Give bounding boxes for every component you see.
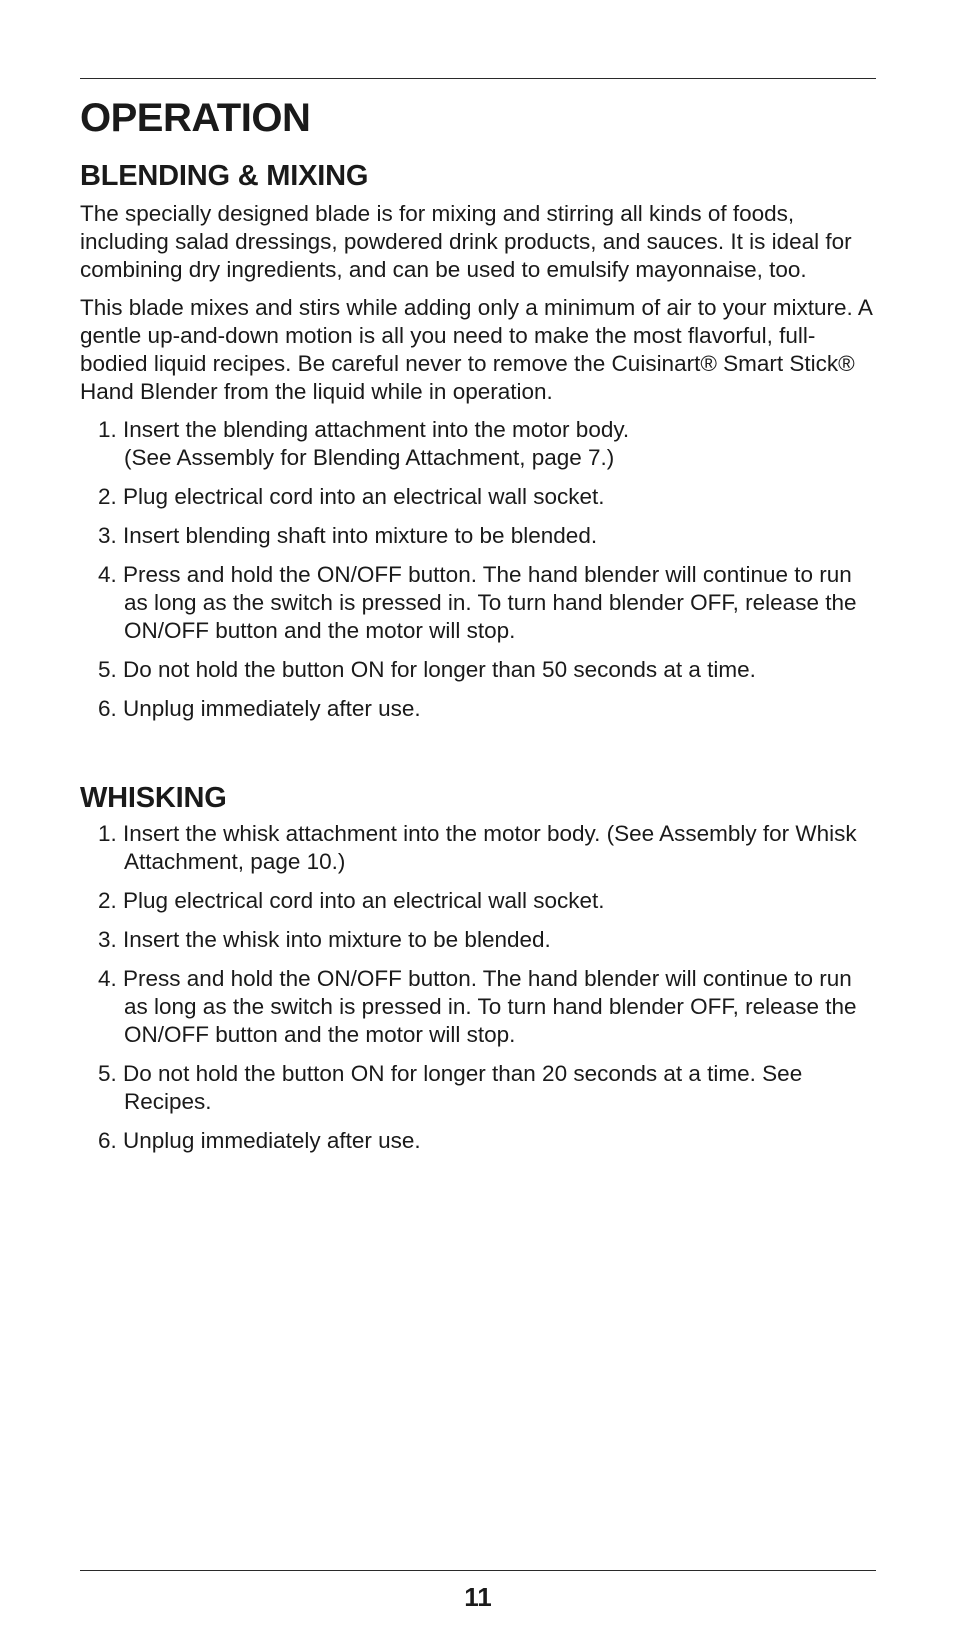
- blending-step-6: 6. Unplug immediately after use.: [98, 696, 421, 721]
- manual-page: [80, 0, 876, 1643]
- blending-paragraph-2: This blade mixes and stirs while adding only a minimum of air to your mixture. A gentle up-and-down motion is all you need to make the most flavorful, full-bodied liquid recipes. Be careful never to remove the Cuisinart® Smart Stick® Hand Blender from the liquid while in operation.: [80, 295, 872, 404]
- whisking-step-2: 2. Plug electrical cord into an electrical wall socket.: [98, 888, 605, 913]
- bottom-rule: [80, 1570, 876, 1571]
- blending-step-3-text: Insert blending shaft into mixture to be blended.: [123, 523, 598, 548]
- blending-step-2: 2. Plug electrical cord into an electrical wall socket.: [98, 484, 605, 509]
- whisking-step-6-text: Unplug immediately after use.: [123, 1128, 421, 1153]
- whisking-step-3-text: Insert the whisk into mixture to be blended.: [123, 927, 551, 952]
- whisking-step-1: 1. Insert the whisk attachment into the motor body. (See Assembly for Whisk Attachment, page 10.): [98, 821, 857, 874]
- whisking-step-6: 6. Unplug immediately after use.: [98, 1128, 421, 1153]
- whisking-heading: WHISKING: [80, 782, 227, 814]
- whisking-step-3: 3. Insert the whisk into mixture to be blended.: [98, 927, 551, 952]
- whisking-steps: [80, 820, 876, 1155]
- blending-steps: [80, 416, 876, 723]
- blending-step-5: 5. Do not hold the button ON for longer than 50 seconds at a time.: [98, 657, 756, 682]
- blending-paragraph-1: The specially designed blade is for mixing and stirring all kinds of foods, including salad dressings, powdered drink products, and sauces. It is ideal for combining dry ingredients, and can be used to emulsify mayonnaise, too.: [80, 201, 852, 282]
- blending-step-1: 1. Insert the blending attachment into the motor body. (See Assembly for Blending Attachment, page 7.): [98, 417, 630, 470]
- blending-heading: BLENDING & MIXING: [80, 160, 369, 192]
- blending-step-4: 4. Press and hold the ON/OFF button. The hand blender will continue to run as long as the switch is pressed in. To turn hand blender OFF, release the ON/OFF button and the motor will stop.: [98, 562, 857, 643]
- blending-step-3: 3. Insert blending shaft into mixture to be blended.: [98, 523, 598, 548]
- page-title: OPERATION: [80, 96, 311, 140]
- whisking-step-2-text: Plug electrical cord into an electrical wall socket.: [123, 888, 605, 913]
- whisking-step-4-text: Press and hold the ON/OFF button. The hand blender will continue to run as long as the switch is pressed in. To turn hand blender OFF, release the ON/OFF button and the motor will stop.: [123, 966, 857, 1047]
- whisking-step-5-text: Do not hold the button ON for longer than 20 seconds at a time. See Recipes.: [123, 1061, 803, 1114]
- blending-step-1-text2: (See Assembly for Blending Attachment, page 7.): [124, 445, 615, 470]
- whisking-step-5: 5. Do not hold the button ON for longer than 20 seconds at a time. See Recipes.: [98, 1061, 803, 1114]
- page-number: 11: [464, 1582, 492, 1612]
- whisking-section: [80, 780, 876, 1166]
- blending-step-5-text: Do not hold the button ON for longer than 50 seconds at a time.: [123, 657, 756, 682]
- blending-step-1-text: Insert the blending attachment into the motor body.: [123, 417, 630, 442]
- blending-step-6-text: Unplug immediately after use.: [123, 696, 421, 721]
- whisking-step-1-text: Insert the whisk attachment into the motor body. (See Assembly for Whisk Attachment, page 10.): [123, 821, 857, 874]
- top-rule: [80, 78, 876, 79]
- blending-step-2-text: Plug electrical cord into an electrical wall socket.: [123, 484, 605, 509]
- blending-section: [80, 158, 876, 734]
- blending-step-4-text: Press and hold the ON/OFF button. The hand blender will continue to run as long as the switch is pressed in. To turn hand blender OFF, release the ON/OFF button and the motor will stop.: [123, 562, 857, 643]
- whisking-step-4: 4. Press and hold the ON/OFF button. The hand blender will continue to run as long as the switch is pressed in. To turn hand blender OFF, release the ON/OFF button and the motor will stop.: [98, 966, 857, 1047]
